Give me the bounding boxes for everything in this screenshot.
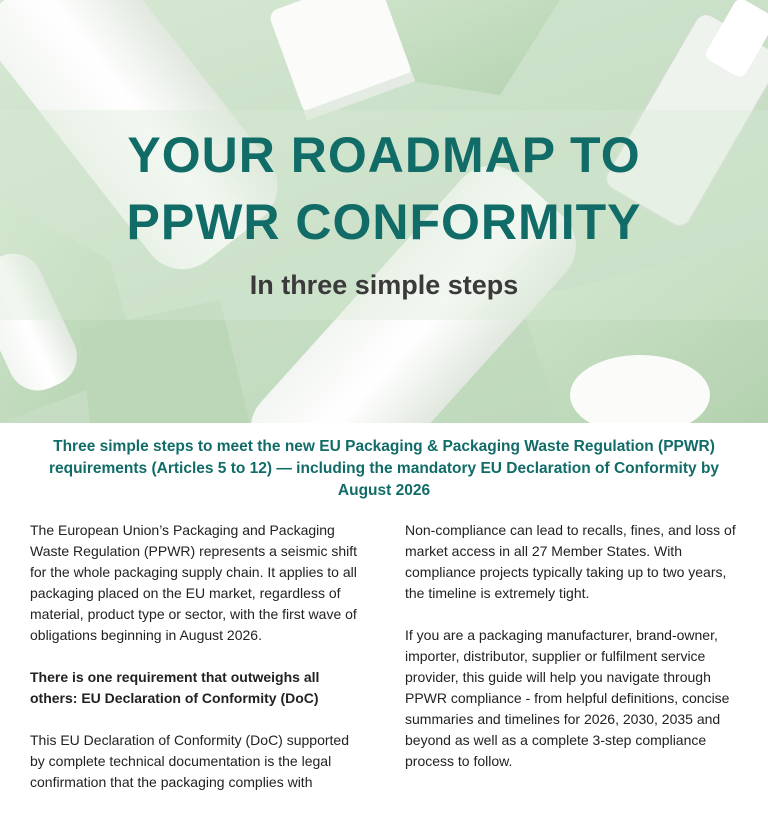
right-paragraph-1: Non-compliance can lead to recalls, fines, and loss of market access in all 27 Member States. With compliance projects typically taking up to two years, the timeline is extremely tight.	[405, 522, 736, 601]
page-subtitle: In three simple steps	[249, 270, 519, 300]
left-paragraph-1: The European Union’s Packaging and Packaging Waste Regulation (PPWR) represents a seismic shift for the whole packaging supply chain. It applies to all packaging placed on the EU market, regardless of material, product type or sector, with the first wave of obligations beginning in August 2026.	[30, 522, 358, 643]
title-line-2: PPWR CONFORMITY	[126, 194, 642, 250]
title-line-1: YOUR ROADMAP TO	[127, 127, 641, 183]
right-column	[405, 520, 740, 793]
left-paragraph-bold: There is one requirement that outweighs all others: EU Declaration of Conformity (DoC)	[30, 669, 320, 706]
right-paragraph-2: If you are a packaging manufacturer, brand-owner, importer, distributor, supplier or fulfilment service provider, this guide will help you navigate through PPWR compliance - from helpful definitions, concise summaries and timelines for 2026, 2030, 2035 and beyond as well as a complete 3-step compliance process to follow.	[405, 627, 730, 769]
page-title	[0, 122, 768, 256]
left-paragraph-3: This EU Declaration of Conformity (DoC) supported by complete technical documentation is the legal confirmation that the packaging complies with	[30, 732, 350, 790]
intro-heading: Three simple steps to meet the new EU Packaging & Packaging Waste Regulation (PPWR) requirements (Articles 5 to 12) — including the mandatory EU Declaration of Conformity by August 2026	[48, 438, 720, 499]
left-column	[30, 520, 365, 814]
